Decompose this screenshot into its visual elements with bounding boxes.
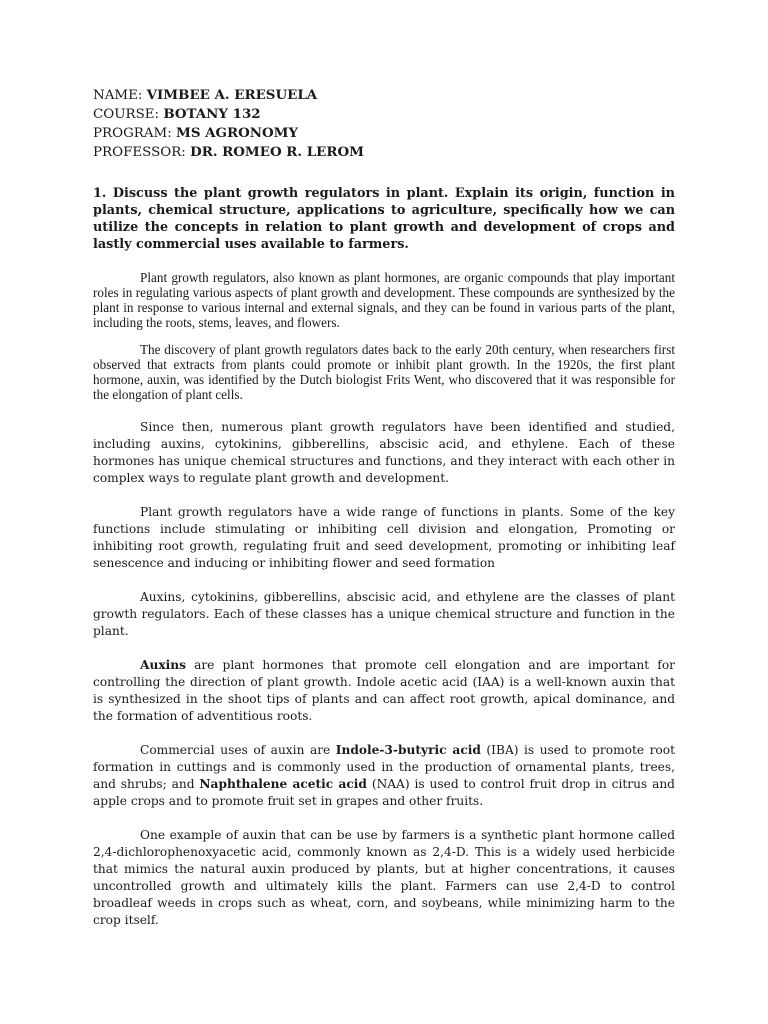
naa-description: (NAA) is used to control fruit drop in citrus and apple crops and to promote fruit set in grapes and other fruits. [93, 777, 675, 808]
student-info-header [93, 86, 675, 162]
question-prompt: 1. Discuss the plant growth regulators in plant. Explain its origin, function in plants, chemical structure, applications to agriculture, specifically how we can utilize the concepts in relation to plant growth and development of crops and lastly commercial uses available to farmers. [93, 186, 675, 252]
paragraph-auxins [93, 657, 675, 725]
iba-term: Indole-3-butyric acid [335, 743, 481, 757]
professor-value: DR. ROMEO R. LEROM [190, 144, 364, 160]
naa-term: Naphthalene acetic acid [199, 777, 367, 791]
name-row [93, 86, 675, 105]
paragraph-functions: Plant growth regulators have a wide range of functions in plants. Some of the key functions include stimulating or inhibiting cell division and elongation, Promoting or inhibiting root growth, regulating fruit and seed development, promoting or inhibiting leaf senescence and inducing or inhibiting flower and seed formation [93, 505, 675, 570]
paragraph-classes: Auxins, cytokinins, gibberellins, abscisic acid, and ethylene are the classes of plant growth regulators. Each of these classes has a unique chemical structure and function in the plant. [93, 590, 675, 638]
course-row [93, 105, 675, 124]
paragraph-types: Since then, numerous plant growth regulators have been identified and studied, including auxins, cytokinins, gibberellins, abscisic acid, and ethylene. Each of these hormones has unique chemical structures and functions, and they interact with each other in complex ways to regulate plant growth and development. [93, 420, 675, 485]
commercial-uses-intro: Commercial uses of auxin are [140, 743, 336, 757]
course-value: BOTANY 132 [163, 106, 261, 122]
name-label: NAME: [93, 88, 147, 103]
program-row [93, 124, 675, 143]
paragraph-origin: The discovery of plant growth regulators dates back to the early 20th century, when researchers first observed that extracts from plants could promote or inhibit plant growth. In the 1920s, the first plant hormone, auxin, was identified by the Dutch biologist Frits Went, who discovered that it was responsible for the elongation of plant cells. [93, 342, 675, 402]
program-value: MS AGRONOMY [176, 125, 299, 141]
auxins-term: Auxins [140, 658, 186, 672]
iba-description: (IBA) is used to promote root formation in cuttings and is commonly used in the production of ornamental plants, trees, and shrubs; and [93, 743, 675, 791]
program-label: PROGRAM: [93, 126, 176, 141]
professor-row [93, 143, 675, 162]
paragraph-intro: Plant growth regulators, also known as plant hormones, are organic compounds that play important roles in regulating various aspects of plant growth and development. These compounds are synthesized by the plant in response to various internal and external signals, and they can be found in various parts of the plant, including the roots, stems, leaves, and flowers. [93, 270, 675, 330]
paragraph-24d-example: One example of auxin that can be use by farmers is a synthetic plant hormone called 2,4-dichlorophenoxyacetic acid, commonly known as 2,4-D. This is a widely used herbicide that mimics the natural auxin produced by plants, but at higher concentrations, it causes uncontrolled growth and ultimately kills the plant. Farmers can use 2,4-D to control broadleaf weeds in crops such as wheat, corn, and soybeans, while minimizing harm to the crop itself. [93, 828, 675, 927]
paragraph-commercial-uses [93, 742, 675, 810]
auxins-description: are plant hormones that promote cell elongation and are important for controlling the direction of plant growth. Indole acetic acid (IAA) is a well-known auxin that is synthesized in the shoot tips of plants and can affect root growth, apical dominance, and the formation of adventitious roots. [93, 658, 675, 723]
professor-label: PROFESSOR: [93, 145, 191, 160]
name-value: VIMBEE A. ERESUELA [146, 87, 318, 103]
course-label: COURSE: [93, 107, 164, 122]
